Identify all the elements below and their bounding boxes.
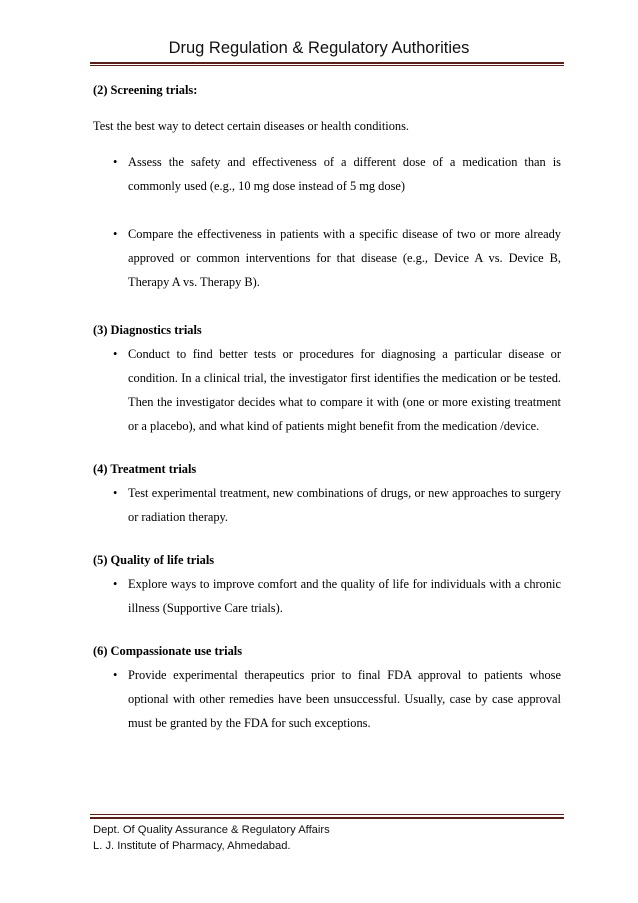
list-item (93, 150, 561, 198)
footer-rule-thick (90, 817, 564, 819)
section-title-quality: (5) Quality of life trials (93, 553, 215, 567)
bullet-icon: • (113, 347, 118, 361)
list-item (93, 342, 561, 438)
page-header-title: Drug Regulation & Regulatory Authorities (168, 39, 470, 57)
bullet-icon: • (113, 486, 118, 500)
list-item (93, 222, 561, 294)
header-rule-thick (90, 62, 564, 64)
bullet-text: Explore ways to improve comfort and the quality of life for individuals with a chronic illness (Supportive Care trials). (128, 577, 561, 615)
section-title-treatment: (4) Treatment trials (93, 462, 197, 476)
list-item (93, 572, 561, 620)
page-content (93, 78, 561, 735)
bullet-text: Test experimental treatment, new combinations of drugs, or new approaches to surgery or radiation therapy. (128, 486, 561, 524)
bullet-text: Compare the effectiveness in patients with a specific disease of two or more already approved or common interventions for that disease (e.g., Device A vs. Device B, Therapy A vs. Therapy B). (128, 227, 561, 289)
bullet-icon: • (113, 668, 118, 682)
bullet-text: Assess the safety and effectiveness of a different dose of a medication than is commonly used (e.g., 10 mg dose instead of 5 mg dose) (128, 155, 561, 193)
section-title-diagnostics: (3) Diagnostics trials (93, 323, 202, 337)
bullet-text: Conduct to find better tests or procedures for diagnosing a particular disease or condition. In a clinical trial, the investigator first identifies the medication or be tested. Then the investigator decides what to compare it with (one or more existing treatment or a placebo), and what kind of patients might benefit from the medication /device. (128, 347, 561, 433)
bullet-icon: • (113, 227, 118, 241)
footer-department: Dept. Of Quality Assurance & Regulatory Affairs (93, 824, 330, 836)
section-title-compassionate: (6) Compassionate use trials (93, 644, 243, 658)
bullet-icon: • (113, 155, 118, 169)
list-item (93, 663, 561, 735)
header-rule-thin (90, 65, 564, 66)
section-title-screening: (2) Screening trials: (93, 83, 198, 97)
footer-rule-thin (90, 814, 564, 815)
footer-institute: L. J. Institute of Pharmacy, Ahmedabad. (93, 840, 291, 852)
bullet-icon: • (113, 577, 118, 591)
bullet-text: Provide experimental therapeutics prior to final FDA approval to patients whose optional with other remedies have been unsuccessful. Usually, case by case approval must be granted by the FDA for such exceptions. (128, 668, 561, 730)
screening-intro: Test the best way to detect certain diseases or health conditions. (93, 119, 410, 133)
list-item (93, 481, 561, 529)
page-footer (93, 822, 330, 854)
